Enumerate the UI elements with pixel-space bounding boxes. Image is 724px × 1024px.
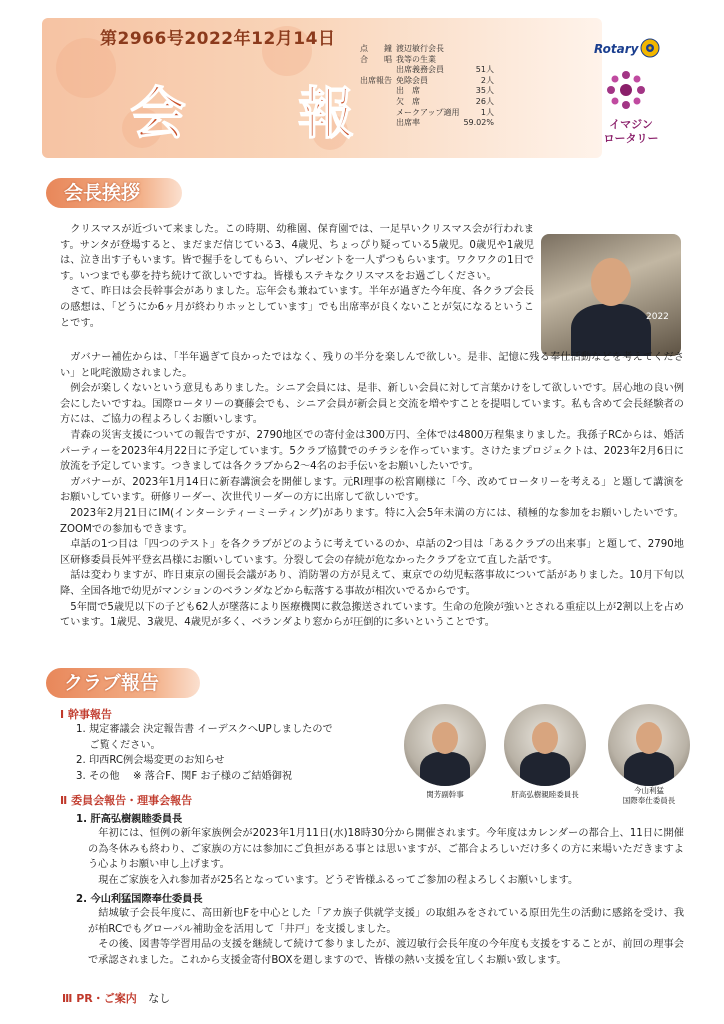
meeting-summary-row bbox=[360, 55, 494, 66]
subsection-1-heading: 1. 肝高弘樹親睦委員長 bbox=[76, 814, 183, 825]
subsection-1-body bbox=[88, 826, 684, 888]
club-report-heading: クラブ報告 bbox=[46, 668, 200, 698]
meeting-summary-label: 点 鐘 bbox=[360, 44, 392, 53]
subsection-2-body bbox=[88, 906, 684, 968]
meeting-summary-count: 1人 bbox=[480, 107, 494, 117]
meeting-summary-label bbox=[360, 65, 396, 76]
photo-year-label: 2022 bbox=[646, 312, 669, 322]
subsection-paragraph: 年初には、恒例の新年家族例会が2023年1月11日(水)18時30分から開催されます。今年度はカレンダーの都合上、11日に開催の為冬休みも終わり、ご家族の方には参加にご負担がある事とは思いますが、ご都合よろしいだけ多くの方に来場いただきますよう心よりお願い申し上げます。 bbox=[88, 828, 684, 871]
meeting-summary-value: 欠 席 bbox=[396, 96, 420, 106]
meeting-summary-count: 35人 bbox=[475, 86, 494, 96]
meeting-summary-row bbox=[360, 44, 494, 55]
meeting-summary-row bbox=[360, 65, 494, 76]
president-message-bottom bbox=[60, 350, 684, 631]
meeting-summary-row bbox=[360, 118, 494, 129]
president-paragraph: 卓話の1つ目は「四つのテスト」を各クラブがどのように考えているのか、卓話の2つ目は「あるクラブの出来事」と題して、2790地区研修委員長舛平登玄昌様にお願いしています。分裂して会の存続が危なかったクラブを立て直した話です。 bbox=[60, 539, 684, 566]
section-1-item: ご覧ください。 bbox=[76, 739, 161, 751]
meeting-summary-count: 59.02% bbox=[463, 118, 494, 128]
section-1-title: Ⅰ 幹事報告 bbox=[60, 708, 112, 721]
meeting-summary-value: 出席義務会員 bbox=[396, 65, 444, 75]
meeting-summary-label: 出席報告 bbox=[360, 75, 392, 85]
officer-photo-2 bbox=[504, 704, 586, 786]
section-1-item: 1. 規定審議会 決定報告書 イーデスクへUPしましたので bbox=[76, 724, 333, 735]
newsletter-title: 会 報 bbox=[130, 81, 382, 147]
president-paragraph: ガバナー補佐からは、「半年過ぎて良かったではなく、残りの半分を楽しんで欲しい。是非、記憶に残る奉仕活動などを考えてください」と叱咤激励されました。 bbox=[60, 352, 684, 379]
president-paragraph: さて、昨日は会長幹事会がありました。忘年会も兼ねています。半年が過ぎた今年度、各クラブ会長の感想は、「どうにか6ヶ月が終わりホッとしています」でも出席率が良くないことが気になるということです。 bbox=[60, 286, 534, 329]
meeting-summary-label: 合 唱 bbox=[360, 54, 392, 64]
president-paragraph: クリスマスが近づいて来ました。この時期、幼稚園、保育園では、一足早いクリスマス会が行われます。サンタが登場すると、まだまだ信じている3、4歳児、ちょっぴり疑っている5歳児。0歳児や1歳児は、泣き出す子もいます。皆で握手をしてもらい、プレゼントを一人ずつもらいます。ワクワクの1日です。いつまでも夢を持ち続けて欲しいですね。皆様もステキなクリスマスをお過ごしください。 bbox=[60, 224, 534, 282]
imagine-rotary-label bbox=[596, 118, 666, 146]
president-paragraph: 2023年2月21日にIM(インターシティーミーティング)があります。特に入会5年未満の方には、積極的な参加をお願いしたいです。ZOOMでの参加もできます。 bbox=[60, 507, 684, 535]
meeting-summary-count bbox=[463, 44, 494, 55]
president-paragraph: ガバナーが、2023年1月14日に新春講演会を開催します。元RI理事の松宮剛様に「今、改めてロータリーを考える」と題して講演をお願いしています。研修リーダー、次世代リーダーの方に出席して欲しいです。 bbox=[60, 476, 684, 504]
president-paragraph: 話は変わりますが、昨日東京の園長会議があり、消防署の方が見えて、東京での幼児転落事故について話がありました。10月下旬以降、全国各地で幼児がマンションのベランダなどから転落する事故が相次いでるからです。 bbox=[60, 570, 684, 597]
rotary-logo-text: Rotary bbox=[594, 42, 639, 56]
president-heading: 会長挨拶 bbox=[46, 178, 182, 208]
meeting-summary-label bbox=[360, 97, 396, 108]
subsection-2-heading: 2. 今山利猛国際奉仕委員長 bbox=[76, 894, 203, 905]
meeting-summary-count: 51人 bbox=[475, 65, 494, 75]
officer-caption-3: 今山利猛 国際奉仕委員長 bbox=[622, 786, 676, 805]
meeting-summary-count: 26人 bbox=[475, 96, 494, 106]
meeting-summary-count bbox=[463, 55, 494, 66]
meeting-summary-value: メークアップ適用 bbox=[396, 107, 460, 117]
officer-photo-3 bbox=[608, 704, 690, 786]
imagine-flower-icon bbox=[604, 68, 648, 112]
officer-photo-1 bbox=[404, 704, 486, 786]
officer-caption-1: 関芳副幹事 bbox=[426, 790, 464, 799]
meeting-summary bbox=[360, 44, 494, 129]
meeting-summary-value: 渡辺敏行会長 bbox=[396, 44, 444, 53]
meeting-summary-value: 我等の生業 bbox=[396, 54, 436, 64]
meeting-summary-value: 出 席 bbox=[396, 86, 420, 96]
imagine-line-1: イマジン bbox=[609, 118, 653, 131]
president-paragraph: 例会が楽しくないという意見もありました。シニア会員には、是非、新しい会員に対して言葉かけをして欲しいです。居心地の良い例会にしたいですね。国際ロータリーの賽藤会でも、シニア会員が新会員と交流を増やすことを提唱しています。私も含めて会長経験者の方には、ご協力の程よろしくお願いします。 bbox=[60, 383, 684, 426]
meeting-summary-label bbox=[360, 108, 396, 119]
president-paragraph: 青森の災害支援についての報告ですが、2790地区での寄付金は300万円、全体では4800万程集まりました。我孫子RCからは、婚活パーティーを2023年4月22日に予定しています。5クラブ協賛でのチラシを作っています。さけたまプロジェクトは、2023年2月6日に放流を予定しています。つきましては各クラブから2〜4名のお手伝いをお願いしたいです。 bbox=[60, 429, 684, 473]
section-2-title: Ⅱ 委員会報告・理事会報告 bbox=[60, 794, 193, 807]
subsection-paragraph: 結城敏子会長年度に、高田新也Fを中心とした「アカ族子供就学支援」の取組みをされている原田先生の活動に感銘を受け、我が柏RCでもグローバル補助金を活用して「井戸」を支援しました。 bbox=[88, 908, 685, 935]
president-message-top bbox=[60, 222, 534, 331]
president-photo bbox=[541, 234, 681, 356]
section-1-list bbox=[76, 722, 406, 784]
officer-caption-2: 肝高弘樹親睦委員長 bbox=[511, 790, 579, 799]
meeting-summary-label bbox=[360, 118, 396, 129]
meeting-summary-row bbox=[360, 86, 494, 97]
meeting-summary-count: 2人 bbox=[480, 75, 494, 85]
meeting-summary-row bbox=[360, 76, 494, 87]
subsection-paragraph: 現在ご家族を入れ参加者が25名となっています。どうぞ皆様ふるってご参加の程よろしくお願いします。 bbox=[98, 874, 579, 886]
meeting-summary-row bbox=[360, 97, 494, 108]
subsection-paragraph: その後、図書等学習用品の支援を継続して続けて参りましたが、渡辺敏行会長年度の今年度も支援をすることが、前回の理事会で承認されました。これから支援金寄付BOXを廻しますので、皆様の熱い支援を宜しくお願い致します。 bbox=[88, 939, 684, 966]
section-3-title: Ⅲ PR・ご案内 bbox=[62, 992, 137, 1005]
meeting-summary-label bbox=[360, 86, 396, 97]
president-paragraph: 5年間で5歳児以下の子ども62人が墜落により医療機関に救急搬送されています。生命の危険が強いとされる重症以上が2割以上を占めています。1歳児、3歳児、4歳児が多く、ベランダより窓からが圧倒的に多いということです。 bbox=[60, 601, 684, 629]
meeting-summary-row bbox=[360, 108, 494, 119]
imagine-line-2: ロータリー bbox=[603, 132, 659, 145]
meeting-summary-value: 出席率 bbox=[396, 118, 420, 128]
meeting-summary-value: 免除会員 bbox=[396, 75, 428, 85]
section-3-row bbox=[62, 990, 170, 1006]
rotary-wheel-icon bbox=[640, 38, 660, 58]
section-1-item: 3. その他 ※ 落合F、関F お子様のご結婚御祝 bbox=[76, 770, 293, 782]
issue-line: 第2966号2022年12月14日 bbox=[100, 29, 336, 49]
section-1-item: 2. 印西RC例会場変更のお知らせ bbox=[76, 755, 225, 767]
section-3-value: なし bbox=[148, 992, 171, 1005]
